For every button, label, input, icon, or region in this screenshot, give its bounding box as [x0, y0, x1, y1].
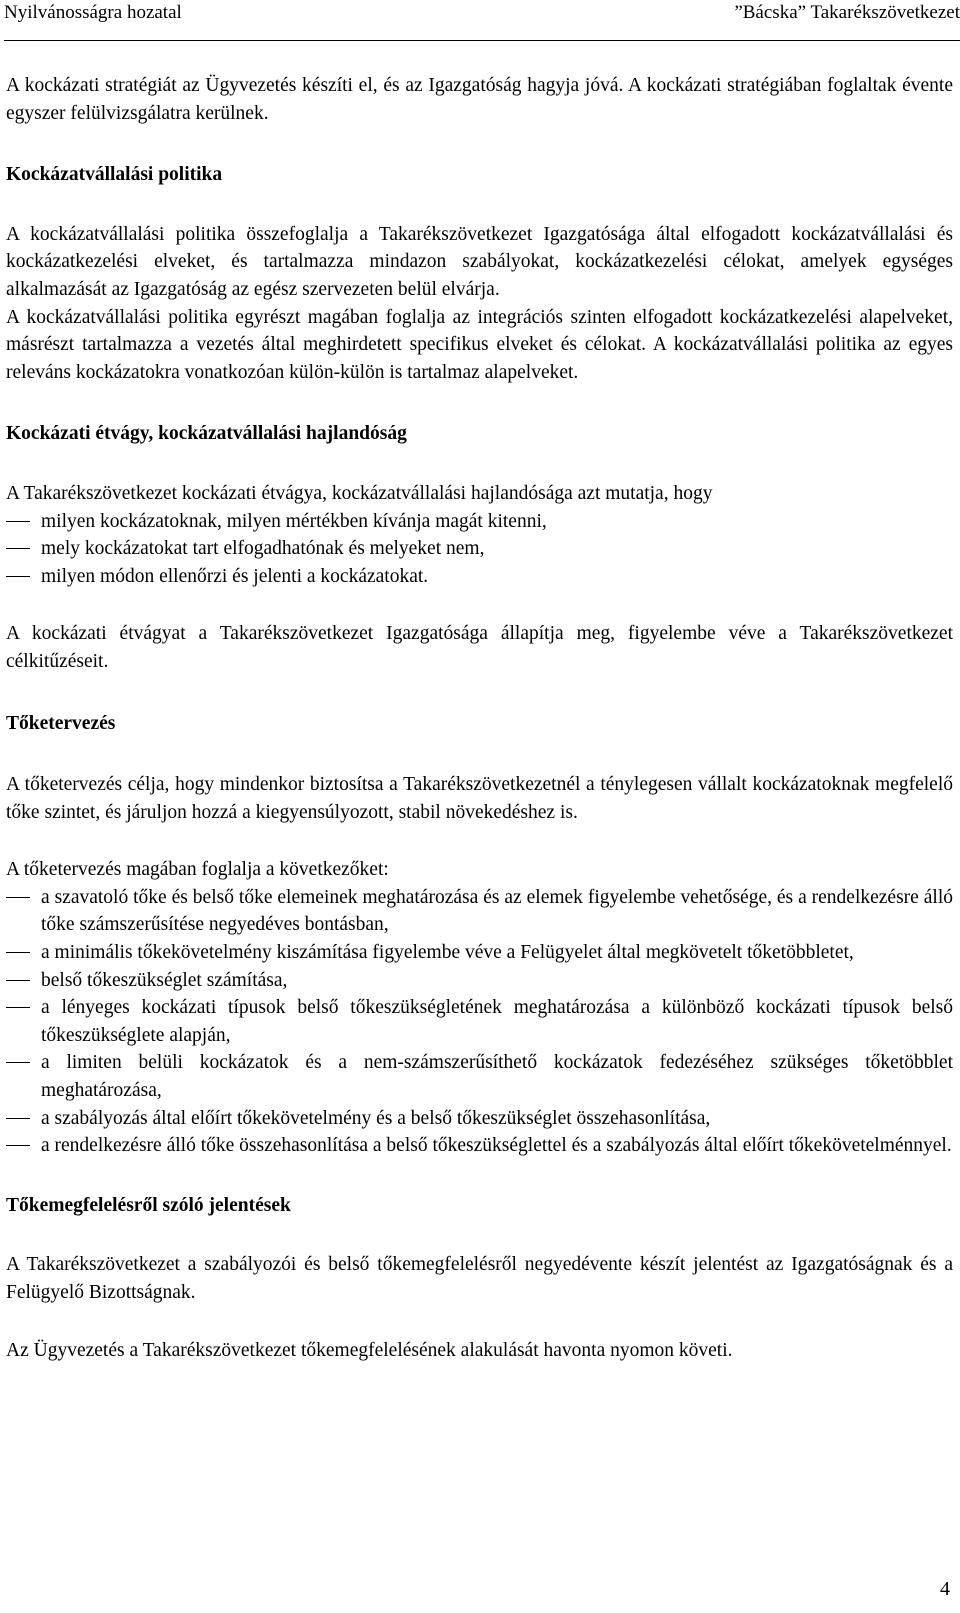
risk-policy-paragraph-1: A kockázatvállalási politika összefoglalja a Takarékszövetkezet Igazgatósága által elfogadott kockázatvállalási és kockázatkezelési elveket, és tartalmazza mindazon szabályokat, kockázatkezelési célokat, amelyek egységes alkalmazását az Igazgatóság az egész szervezeten belül elvárja. [6, 223, 953, 300]
list-item [6, 508, 953, 536]
list-item [6, 1049, 953, 1104]
page-header [4, 0, 960, 41]
page-number: 4 [940, 1578, 950, 1600]
dash-bullet-icon [6, 952, 30, 953]
list-item-text: a limiten belüli kockázatok és a nem-számszerűsíthető kockázatok fedezéséhez szükséges tőketöbblet meghatározása, [41, 1052, 953, 1102]
list-item-text: a minimális tőkekövetelmény kiszámítása figyelembe véve a Felügyelet által megkövetelt tőketöbbletet, [41, 942, 854, 964]
heading-risk-appetite: Kockázati étvágy, kockázatvállalási hajlandóság [6, 423, 407, 445]
dash-bullet-icon [6, 980, 30, 981]
list-item-text: a lényeges kockázati típusok belső tőkeszükségletének meghatározása a különböző kockázati típusok belső tőkeszükséglete alapján, [41, 997, 953, 1046]
list-item-text: mely kockázatokat tart elfogadhatónak és melyeket nem, [41, 538, 485, 560]
list-item [6, 1105, 953, 1133]
intro-paragraph: A kockázati stratégiát az Ügyvezetés készíti el, és az Igazgatóság hagyja jóvá. A kockázati stratégiában foglaltak évente egyszer felülvizsgálatra kerülnek. [6, 75, 953, 124]
list-item-text: milyen kockázatoknak, milyen mértékben kívánja magát kitenni, [41, 510, 547, 532]
capital-planning-intro: A tőketervezés magában foglalja a következőket: [6, 859, 389, 881]
list-item-text: belső tőkeszükséglet számítása, [41, 969, 288, 991]
risk-appetite-paragraph: A kockázati étvágyat a Takarékszövetkezet Igazgatósága állapítja meg, figyelembe véve a Takarékszövetkezet célkitűzéseit. [6, 623, 953, 672]
capital-planning-list [6, 884, 953, 1160]
risk-appetite-intro: A Takarékszövetkezet kockázati étvágya, kockázatvállalási hajlandósága azt mutatja, hogy [6, 482, 713, 504]
dash-bullet-icon [6, 1145, 30, 1146]
document-body [6, 72, 953, 1364]
dash-bullet-icon [6, 521, 30, 522]
capital-planning-paragraph: A tőketervezés célja, hogy mindenkor biztosítsa a Takarékszövetkezetnél a ténylegesen vállalt kockázatoknak megfelelő tőke szintet, és járuljon hozzá a kiegyensúlyozott, stabil növekedéshez is. [6, 774, 953, 823]
heading-risk-policy: Kockázatvállalási politika [6, 164, 223, 186]
heading-capital-planning: Tőketervezés [6, 712, 116, 734]
heading-capital-adequacy-reports: Tőkemegfelelésről szóló jelentések [6, 1194, 291, 1216]
list-item-text: milyen módon ellenőrzi és jelenti a kockázatokat. [41, 565, 429, 587]
list-item [6, 967, 953, 995]
dash-bullet-icon [6, 1007, 30, 1008]
header-right-text: ”Bácska” Takarékszövetkezet [734, 2, 960, 23]
dash-bullet-icon [6, 1062, 30, 1063]
dash-bullet-icon [6, 576, 30, 577]
dash-bullet-icon [6, 1118, 30, 1119]
risk-policy-paragraph-2: A kockázatvállalási politika egyrészt magában foglalja az integrációs szinten elfogadott kockázatkezelési alapelveket, másrészt tartalmazza a vezetés által meghirdetett specifikus elveket és célokat. A kockázatvállalási politika az egyes releváns kockázatokra vonatkozóan külön-külön is tartalmaz alapelveket. [6, 306, 953, 383]
reports-paragraph-2: Az Ügyvezetés a Takarékszövetkezet tőkemegfelelésének alakulását havonta nyomon követi. [6, 1339, 733, 1361]
risk-appetite-list [6, 508, 953, 591]
list-item-text: a szabályozás által előírt tőkekövetelmény és a belső tőkeszükséglet összehasonlítása, [41, 1107, 711, 1129]
list-item [6, 535, 953, 563]
list-item-text: a rendelkezésre álló tőke összehasonlítása a belső tőkeszükséglettel és a szabályozás által előírt tőkekövetelménnyel. [41, 1135, 952, 1157]
list-item [6, 563, 953, 591]
list-item-text: a szavatoló tőke és belső tőke elemeinek meghatározása és az elemek figyelembe vehetősége, és a rendelkezésre álló tőke számszerűsítése negyedéves bontásban, [41, 886, 953, 936]
list-item [6, 884, 953, 939]
dash-bullet-icon [6, 897, 30, 898]
list-item [6, 939, 953, 967]
list-item [6, 994, 953, 1049]
reports-paragraph-1: A Takarékszövetkezet a szabályozói és belső tőkemegfelelésről negyedévente készít jelentést az Igazgatóságnak és a Felügyelő Bizottságnak. [6, 1254, 953, 1303]
list-item [6, 1132, 953, 1160]
header-left-text: Nyilvánosságra hozatal [4, 2, 182, 23]
dash-bullet-icon [6, 548, 30, 549]
